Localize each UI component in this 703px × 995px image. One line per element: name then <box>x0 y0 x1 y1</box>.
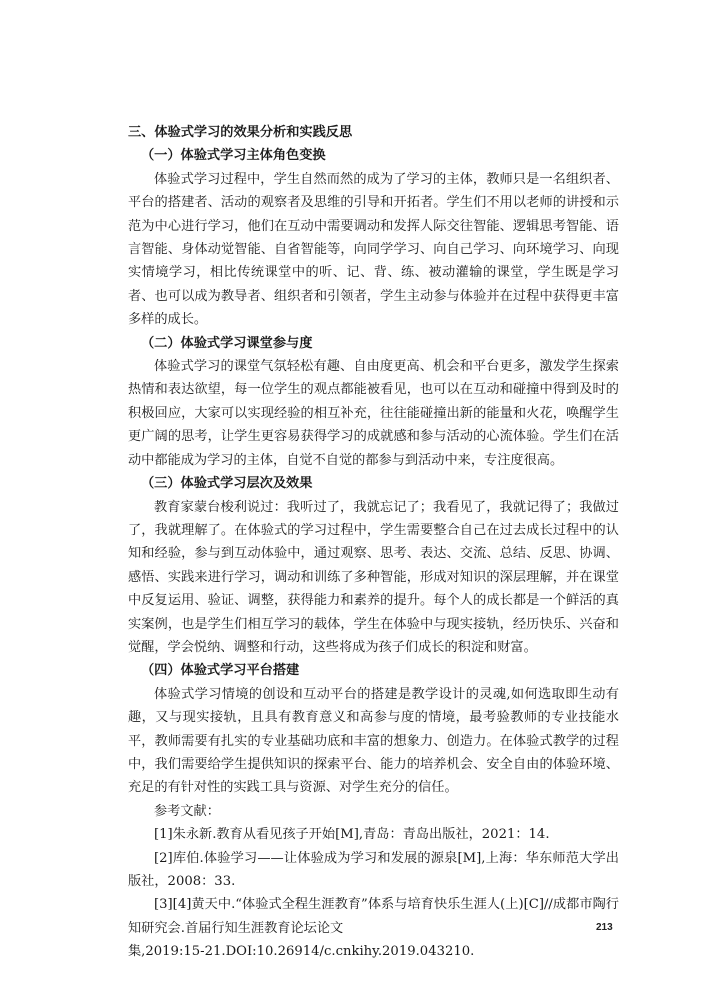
subsection-heading-2: （二）体验式学习课堂参与度 <box>141 335 313 351</box>
reference-2: [2]库伯.体验学习——让体验成为学习和发展的源泉[M],上海：华东师范大学出版社，2008：33. <box>128 850 619 889</box>
article-body <box>128 121 619 964</box>
subsection-heading-4: （四）体验式学习平台搭建 <box>141 663 300 679</box>
section-title: 三、体验式学习的效果分析和实践反思 <box>128 125 353 140</box>
paragraph-4: 体验式学习情境的创设和互动平台的搭建是教学设计的灵魂,如何选取即生动有趣，又与现实接轨，且具有教育意义和高参与度的情境，最考验教师的专业技能水平，教师需要有扎实的专业基础功底和丰富的想象力、创造力。在体验式教学的过程中，我们需要给学生提供知识的探索平台、能力的培养机会、安全自由的体验环境、充足的有针对性的实践工具与资源、对学生充分的信任。 <box>128 686 619 796</box>
reference-1: [1]朱永新.教育从看见孩子开始[M],青岛：青岛出版社，2021：14. <box>154 827 550 843</box>
paragraph-2: 体验式学习的课堂气氛轻松有趣、自由度更高、机会和平台更多，激发学生探索热情和表达欲望，每一位学生的观点都能被看见，也可以在互动和碰撞中得到及时的积极回应，大家可以实现经验的相互补充，往往能碰撞出新的能量和火花，唤醒学生更广阔的思考，让学生更容易获得学习的成就感和参与活动的心流体验。学生们在活动中都能成为学习的主体，自觉不自觉的都参与到活动中来，专注度很高。 <box>128 359 619 468</box>
paragraph-3: 教育家蒙台梭利说过：我听过了，我就忘记了；我看见了，我就记得了；我做过了，我就理解了。在体验式的学习过程中，学生需要整合自己在过去成长过程中的认知和经验，参与到互动体验中，通过观察、思考、表达、交流、总结、反思、协调、感悟、实践来进行学习，调动和训练了多种智能，形成对知识的深层理解，并在课堂中反复运用、验证、调整，获得能力和素养的提升。每个人的成长都是一个鲜活的真实案例，也是学生们相互学习的载体，学生在体验中与现实接轨，经历快乐、兴奋和觉醒，学会悦纳、调整和行动，这些将成为孩子们成长的积淀和财富。 <box>128 499 619 655</box>
subsection-heading-3: （三）体验式学习层次及效果 <box>141 476 313 492</box>
page-number: 213 <box>596 922 613 933</box>
references-label: 参考文献： <box>154 803 220 819</box>
subsection-heading-1: （一）体验式学习主体角色变换 <box>141 148 326 164</box>
paragraph-1: 体验式学习过程中，学生自然而然的成为了学习的主体，教师只是一名组织者、平台的搭建者、活动的观察者及思维的引导和开拓者。学生们不用以老师的讲授和示范为中心进行学习，他们在互动中需要调动和发挥人际交往智能、逻辑思考智能、语言智能、身体动觉智能、自省智能等，向同学学习、向自己学习、向环境学习、向现实情境学习，相比传统课堂中的听、记、背、练、被动灌输的课堂，学生既是学习者、也可以成为教导者、组织者和引领者，学生主动参与体验并在过程中获得更丰富多样的成长。 <box>128 171 619 328</box>
reference-3: [3][4]黄天中.“体验式全程生涯教育”体系与培育快乐生涯人(上)[C]//成都市陶行知研究会.首届行知生涯教育论坛论文 <box>128 897 619 936</box>
reference-3-continued: 集,2019:15-21.DOI:10.26914/c.cnkihy.2019.043210. <box>128 944 475 960</box>
